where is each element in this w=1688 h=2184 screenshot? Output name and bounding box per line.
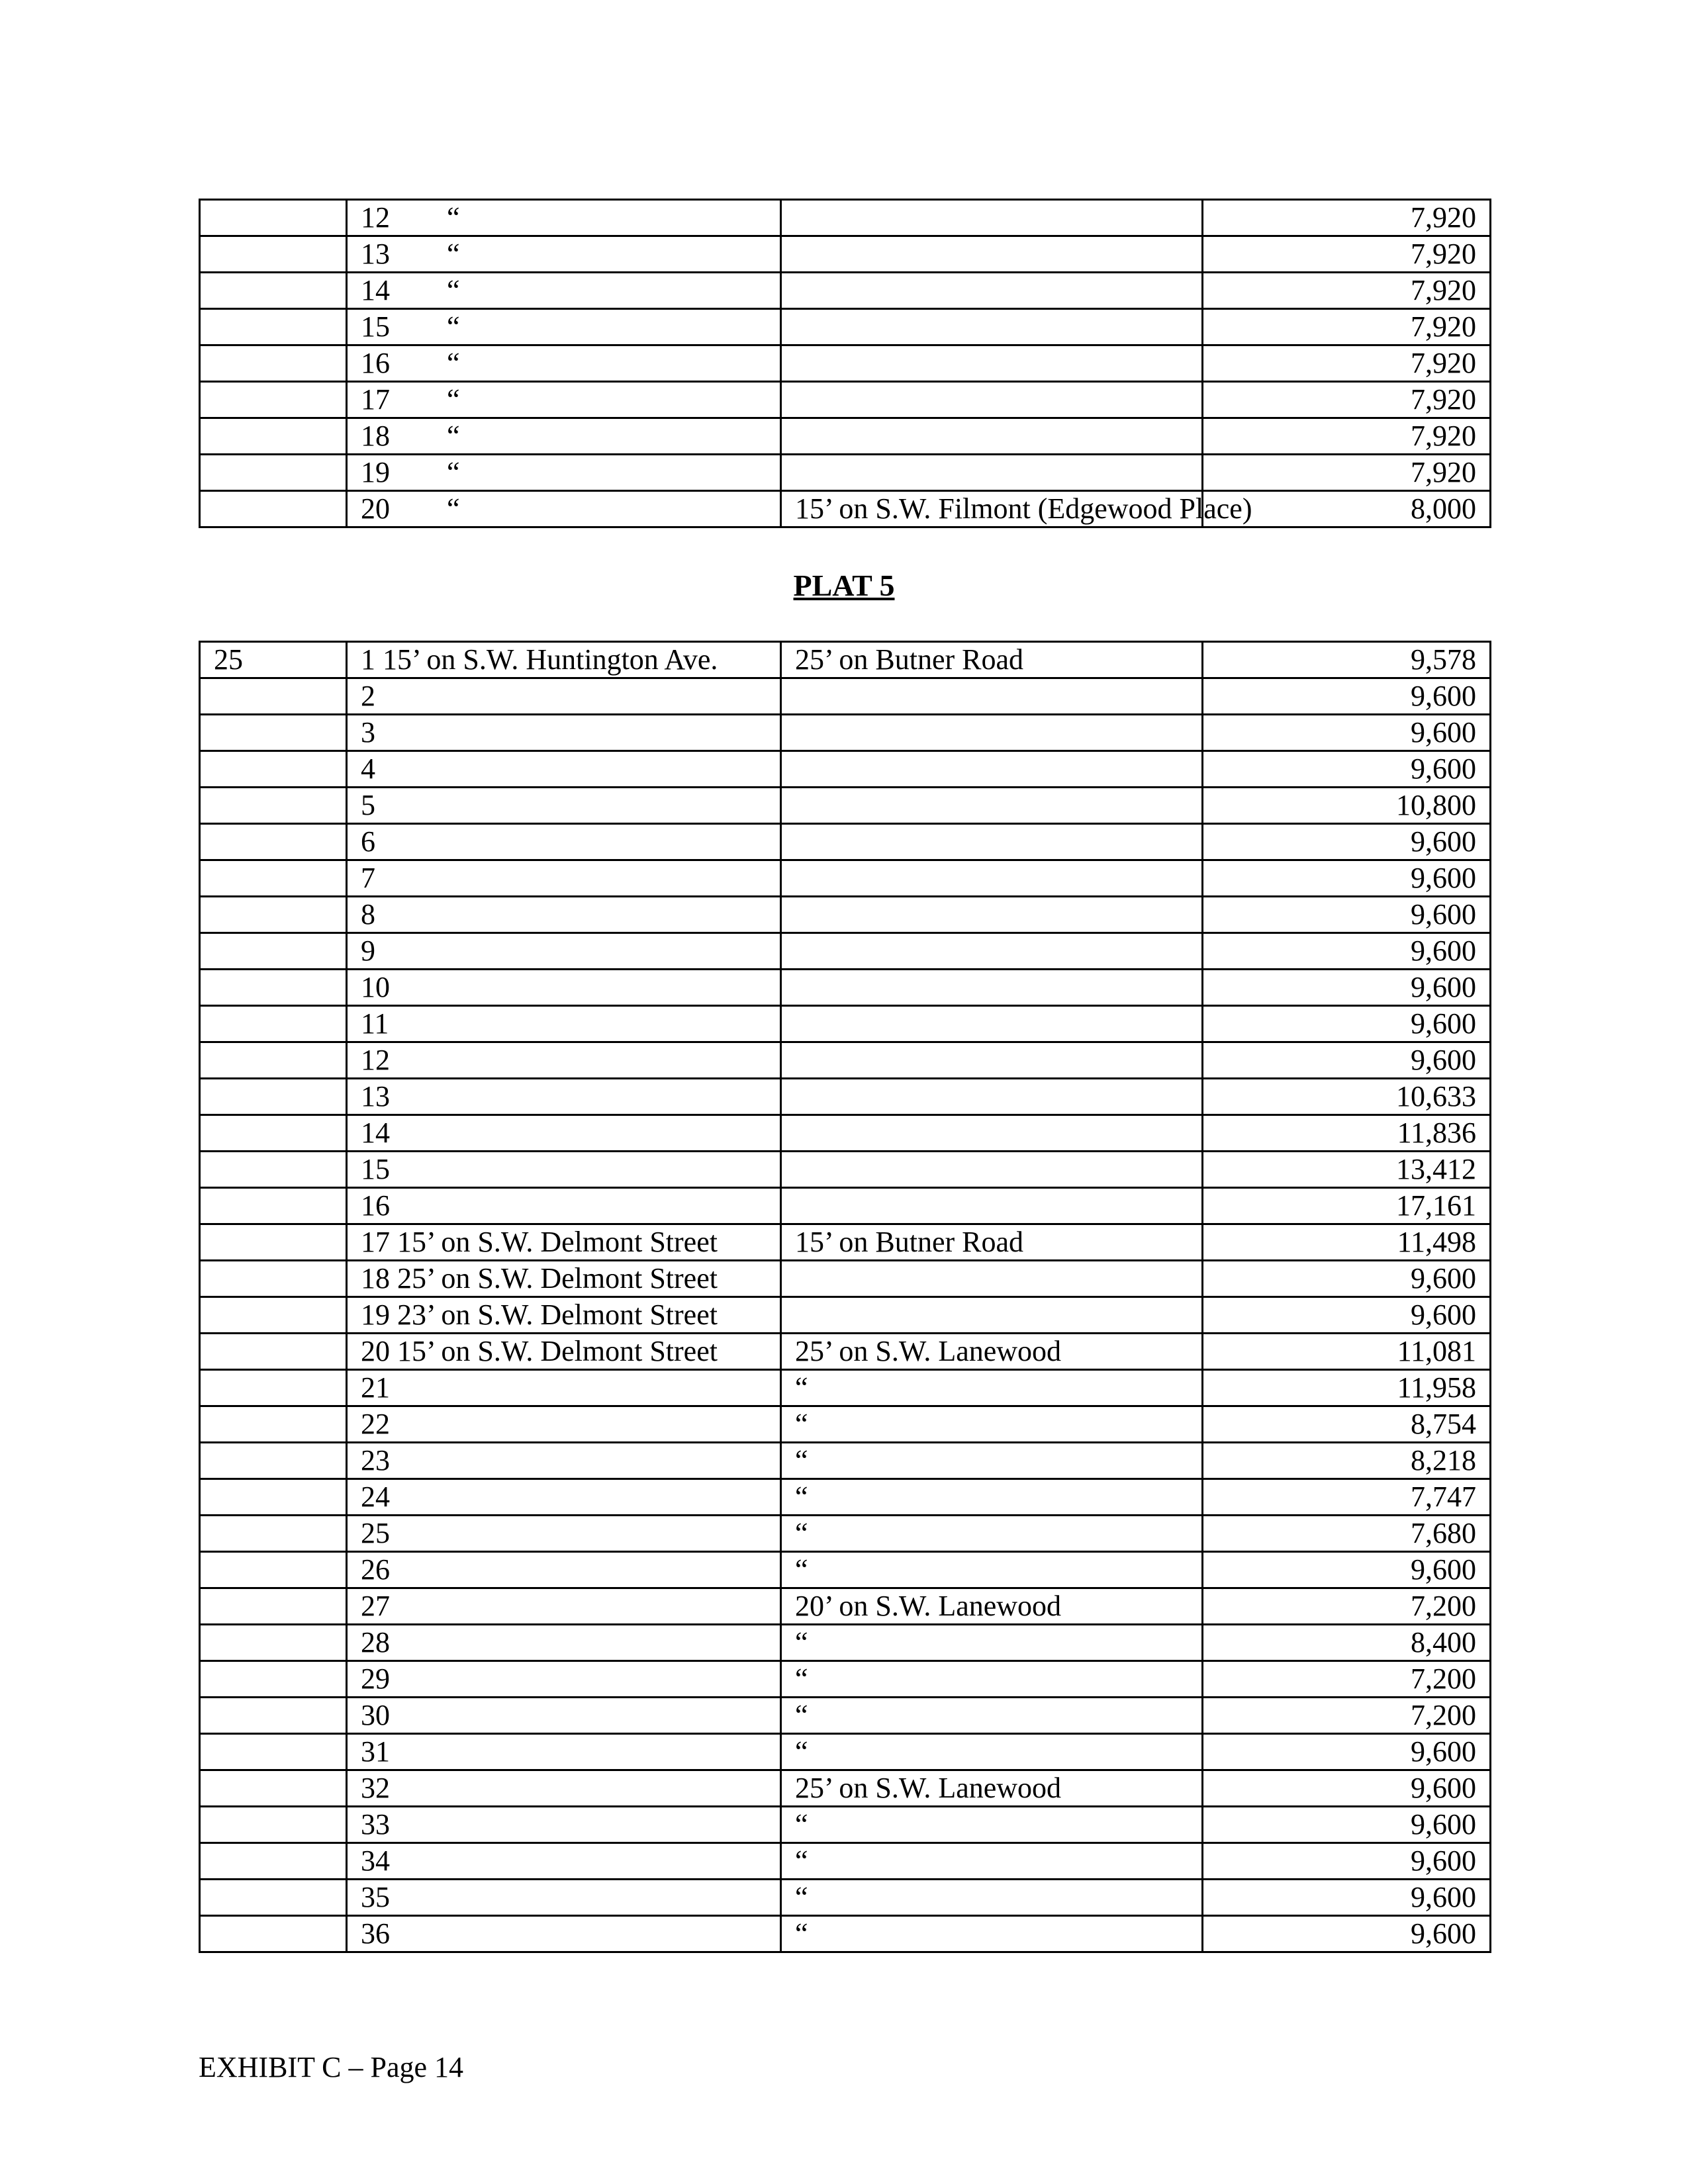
table-row xyxy=(200,273,1491,309)
ditto-mark: “ xyxy=(447,492,460,525)
area-cell: 11,498 xyxy=(1203,1224,1491,1261)
secondary-frontage-cell: “ xyxy=(781,1880,1203,1916)
frontage-cell: 15’ on S.W. Filmont (Edgewood Place) xyxy=(781,491,1203,527)
secondary-frontage-cell: “ xyxy=(781,1807,1203,1843)
table-row xyxy=(200,1006,1491,1042)
area-cell: 10,633 xyxy=(1203,1079,1491,1115)
area-cell: 7,920 xyxy=(1203,345,1491,382)
table-row xyxy=(200,970,1491,1006)
lot-frontage-cell: 1 15’ on S.W. Huntington Ave. xyxy=(347,642,781,678)
lot-frontage-cell: 29 xyxy=(347,1661,781,1698)
secondary-frontage-cell: “ xyxy=(781,1734,1203,1770)
secondary-frontage-cell: “ xyxy=(781,1625,1203,1661)
block-cell xyxy=(200,1370,347,1406)
table-row xyxy=(200,1297,1491,1334)
area-cell: 7,680 xyxy=(1203,1516,1491,1552)
block-cell xyxy=(200,1079,347,1115)
secondary-frontage-cell xyxy=(781,1188,1203,1224)
lot-cell xyxy=(347,309,781,345)
area-cell: 9,600 xyxy=(1203,1261,1491,1297)
block-cell xyxy=(200,1916,347,1952)
area-cell: 7,747 xyxy=(1203,1479,1491,1516)
secondary-frontage-cell xyxy=(781,715,1203,751)
frontage-cell xyxy=(781,382,1203,418)
lot-frontage-cell: 9 xyxy=(347,933,781,970)
secondary-frontage-cell xyxy=(781,1152,1203,1188)
lot-number: 20 xyxy=(361,492,390,525)
area-cell: 8,218 xyxy=(1203,1443,1491,1479)
table-row xyxy=(200,1770,1491,1807)
lot-frontage-cell: 3 xyxy=(347,715,781,751)
table-row xyxy=(200,860,1491,897)
block-cell xyxy=(200,1261,347,1297)
area-cell: 7,920 xyxy=(1203,200,1491,236)
lot-number: 16 xyxy=(361,347,390,379)
table-row xyxy=(200,1734,1491,1770)
block-cell xyxy=(200,751,347,788)
area-cell: 9,600 xyxy=(1203,1042,1491,1079)
lot-number: 17 xyxy=(361,383,390,416)
frontage-cell xyxy=(781,200,1203,236)
table-row xyxy=(200,1588,1491,1625)
lot-frontage-cell: 32 xyxy=(347,1770,781,1807)
table-row xyxy=(200,236,1491,273)
area-cell: 7,920 xyxy=(1203,382,1491,418)
frontage-cell xyxy=(781,455,1203,491)
secondary-frontage-cell xyxy=(781,933,1203,970)
table-row xyxy=(200,1479,1491,1516)
lot-frontage-cell: 33 xyxy=(347,1807,781,1843)
block-cell xyxy=(200,1807,347,1843)
table-row xyxy=(200,1115,1491,1152)
lot-frontage-cell: 36 xyxy=(347,1916,781,1952)
table-row xyxy=(200,1188,1491,1224)
table-row xyxy=(200,715,1491,751)
block-cell xyxy=(200,1843,347,1880)
block-cell xyxy=(200,933,347,970)
lot-table-continued-body xyxy=(200,200,1491,527)
area-cell: 10,800 xyxy=(1203,788,1491,824)
secondary-frontage-cell: 25’ on S.W. Lanewood xyxy=(781,1770,1203,1807)
block-cell xyxy=(200,1698,347,1734)
table-row xyxy=(200,1698,1491,1734)
table-row xyxy=(200,1916,1491,1952)
block-cell xyxy=(200,1770,347,1807)
block-cell xyxy=(200,1588,347,1625)
block-cell xyxy=(200,1224,347,1261)
table-row xyxy=(200,1625,1491,1661)
secondary-frontage-cell: “ xyxy=(781,1698,1203,1734)
block-cell xyxy=(200,200,347,236)
area-cell: 17,161 xyxy=(1203,1188,1491,1224)
block-cell xyxy=(200,1661,347,1698)
table-row xyxy=(200,678,1491,715)
lot-frontage-cell: 2 xyxy=(347,678,781,715)
secondary-frontage-cell: “ xyxy=(781,1516,1203,1552)
lot-number: 12 xyxy=(361,201,390,234)
block-cell xyxy=(200,1516,347,1552)
plat-5-lot-table-body xyxy=(200,642,1491,1952)
area-cell: 13,412 xyxy=(1203,1152,1491,1188)
area-cell: 9,600 xyxy=(1203,824,1491,860)
lot-cell xyxy=(347,455,781,491)
table-row xyxy=(200,642,1491,678)
lot-cell xyxy=(347,382,781,418)
secondary-frontage-cell xyxy=(781,1079,1203,1115)
lot-cell xyxy=(347,491,781,527)
block-cell xyxy=(200,1006,347,1042)
secondary-frontage-cell xyxy=(781,678,1203,715)
lot-frontage-cell: 7 xyxy=(347,860,781,897)
frontage-cell xyxy=(781,309,1203,345)
area-cell: 7,920 xyxy=(1203,309,1491,345)
lot-frontage-cell: 27 xyxy=(347,1588,781,1625)
area-cell: 9,600 xyxy=(1203,1552,1491,1588)
table-row xyxy=(200,418,1491,455)
area-cell: 7,200 xyxy=(1203,1661,1491,1698)
lot-frontage-cell: 31 xyxy=(347,1734,781,1770)
table-row xyxy=(200,491,1491,527)
lot-frontage-cell: 15 xyxy=(347,1152,781,1188)
lot-frontage-cell: 34 xyxy=(347,1843,781,1880)
lot-frontage-cell: 18 25’ on S.W. Delmont Street xyxy=(347,1261,781,1297)
block-cell xyxy=(200,715,347,751)
page-footer: EXHIBIT C – Page 14 xyxy=(199,2051,464,2083)
lot-frontage-cell: 24 xyxy=(347,1479,781,1516)
lot-frontage-cell: 8 xyxy=(347,897,781,933)
ditto-mark: “ xyxy=(447,310,460,343)
table-row xyxy=(200,1079,1491,1115)
secondary-frontage-cell xyxy=(781,1006,1203,1042)
secondary-frontage-cell xyxy=(781,1042,1203,1079)
area-cell: 9,600 xyxy=(1203,1734,1491,1770)
lot-cell xyxy=(347,418,781,455)
secondary-frontage-cell: 25’ on Butner Road xyxy=(781,642,1203,678)
secondary-frontage-cell xyxy=(781,897,1203,933)
block-cell: 25 xyxy=(200,642,347,678)
table-row xyxy=(200,200,1491,236)
table-row xyxy=(200,788,1491,824)
area-cell: 9,600 xyxy=(1203,1770,1491,1807)
table-row xyxy=(200,345,1491,382)
lot-frontage-cell: 14 xyxy=(347,1115,781,1152)
block-cell xyxy=(200,1443,347,1479)
lot-number: 18 xyxy=(361,420,390,452)
lot-frontage-cell: 22 xyxy=(347,1406,781,1443)
block-cell xyxy=(200,1625,347,1661)
secondary-frontage-cell xyxy=(781,1297,1203,1334)
secondary-frontage-cell: 15’ on Butner Road xyxy=(781,1224,1203,1261)
lot-frontage-cell: 6 xyxy=(347,824,781,860)
lot-frontage-cell: 23 xyxy=(347,1443,781,1479)
table-row xyxy=(200,309,1491,345)
area-cell: 11,081 xyxy=(1203,1334,1491,1370)
area-cell: 9,600 xyxy=(1203,970,1491,1006)
table-row xyxy=(200,1443,1491,1479)
area-cell: 7,200 xyxy=(1203,1588,1491,1625)
table-row xyxy=(200,1843,1491,1880)
block-cell xyxy=(200,1188,347,1224)
block-cell xyxy=(200,382,347,418)
block-cell xyxy=(200,678,347,715)
secondary-frontage-cell: 20’ on S.W. Lanewood xyxy=(781,1588,1203,1625)
lot-cell xyxy=(347,273,781,309)
table-row xyxy=(200,455,1491,491)
block-cell xyxy=(200,1297,347,1334)
frontage-cell xyxy=(781,418,1203,455)
plat-heading: PLAT 5 xyxy=(793,569,895,602)
lot-frontage-cell: 5 xyxy=(347,788,781,824)
area-cell: 9,600 xyxy=(1203,715,1491,751)
area-cell: 9,600 xyxy=(1203,933,1491,970)
lot-frontage-cell: 19 23’ on S.W. Delmont Street xyxy=(347,1297,781,1334)
secondary-frontage-cell xyxy=(781,1115,1203,1152)
table-row xyxy=(200,1516,1491,1552)
area-cell: 9,600 xyxy=(1203,860,1491,897)
block-cell xyxy=(200,345,347,382)
area-cell: 9,600 xyxy=(1203,678,1491,715)
secondary-frontage-cell: “ xyxy=(781,1443,1203,1479)
lot-frontage-cell: 28 xyxy=(347,1625,781,1661)
area-cell: 9,600 xyxy=(1203,1297,1491,1334)
table-row xyxy=(200,751,1491,788)
lot-frontage-cell: 20 15’ on S.W. Delmont Street xyxy=(347,1334,781,1370)
lot-frontage-cell: 16 xyxy=(347,1188,781,1224)
lot-frontage-cell: 26 xyxy=(347,1552,781,1588)
block-cell xyxy=(200,1880,347,1916)
table-row xyxy=(200,1334,1491,1370)
area-cell: 9,600 xyxy=(1203,897,1491,933)
secondary-frontage-cell: 25’ on S.W. Lanewood xyxy=(781,1334,1203,1370)
table-row xyxy=(200,933,1491,970)
lot-frontage-cell: 30 xyxy=(347,1698,781,1734)
area-cell: 9,600 xyxy=(1203,1916,1491,1952)
lot-cell xyxy=(347,345,781,382)
area-cell: 7,920 xyxy=(1203,273,1491,309)
secondary-frontage-cell: “ xyxy=(781,1406,1203,1443)
block-cell xyxy=(200,236,347,273)
lot-frontage-cell: 12 xyxy=(347,1042,781,1079)
lot-frontage-cell: 35 xyxy=(347,1880,781,1916)
table-row xyxy=(200,1261,1491,1297)
secondary-frontage-cell xyxy=(781,824,1203,860)
ditto-mark: “ xyxy=(447,456,460,488)
area-cell: 9,600 xyxy=(1203,1880,1491,1916)
frontage-cell xyxy=(781,345,1203,382)
table-row xyxy=(200,1042,1491,1079)
table-row xyxy=(200,1224,1491,1261)
ditto-mark: “ xyxy=(447,238,460,270)
area-cell: 9,600 xyxy=(1203,751,1491,788)
block-cell xyxy=(200,860,347,897)
block-cell xyxy=(200,1042,347,1079)
area-cell: 8,400 xyxy=(1203,1625,1491,1661)
area-cell: 9,600 xyxy=(1203,1006,1491,1042)
area-cell: 7,920 xyxy=(1203,455,1491,491)
area-cell: 9,600 xyxy=(1203,1807,1491,1843)
frontage-cell xyxy=(781,236,1203,273)
lot-number: 13 xyxy=(361,238,390,270)
lot-frontage-cell: 4 xyxy=(347,751,781,788)
ditto-mark: “ xyxy=(447,420,460,452)
frontage-cell xyxy=(781,273,1203,309)
block-cell xyxy=(200,1479,347,1516)
table-row xyxy=(200,1152,1491,1188)
area-cell: 7,920 xyxy=(1203,418,1491,455)
secondary-frontage-cell xyxy=(781,860,1203,897)
block-cell xyxy=(200,418,347,455)
area-cell: 7,920 xyxy=(1203,236,1491,273)
ditto-mark: “ xyxy=(447,274,460,306)
lot-cell xyxy=(347,200,781,236)
lot-frontage-cell: 10 xyxy=(347,970,781,1006)
lot-frontage-cell: 21 xyxy=(347,1370,781,1406)
block-cell xyxy=(200,824,347,860)
secondary-frontage-cell xyxy=(781,751,1203,788)
area-cell: 11,836 xyxy=(1203,1115,1491,1152)
area-cell: 9,600 xyxy=(1203,1843,1491,1880)
block-cell xyxy=(200,1152,347,1188)
table-row xyxy=(200,1880,1491,1916)
secondary-frontage-cell: “ xyxy=(781,1916,1203,1952)
ditto-mark: “ xyxy=(447,201,460,234)
lot-table-continued xyxy=(199,199,1491,528)
table-row xyxy=(200,1661,1491,1698)
block-cell xyxy=(200,273,347,309)
block-cell xyxy=(200,897,347,933)
lot-cell xyxy=(347,236,781,273)
ditto-mark: “ xyxy=(447,383,460,416)
block-cell xyxy=(200,491,347,527)
area-cell: 7,200 xyxy=(1203,1698,1491,1734)
area-cell: 9,578 xyxy=(1203,642,1491,678)
secondary-frontage-cell xyxy=(781,970,1203,1006)
table-row xyxy=(200,382,1491,418)
area-cell: 8,000 xyxy=(1203,491,1491,527)
ditto-mark: “ xyxy=(447,347,460,379)
lot-number: 14 xyxy=(361,274,390,306)
table-row xyxy=(200,897,1491,933)
secondary-frontage-cell: “ xyxy=(781,1479,1203,1516)
plat-5-lot-table xyxy=(199,641,1491,1953)
secondary-frontage-cell: “ xyxy=(781,1370,1203,1406)
area-cell: 8,754 xyxy=(1203,1406,1491,1443)
lot-number: 15 xyxy=(361,310,390,343)
block-cell xyxy=(200,1334,347,1370)
secondary-frontage-cell xyxy=(781,1261,1203,1297)
block-cell xyxy=(200,788,347,824)
lot-frontage-cell: 11 xyxy=(347,1006,781,1042)
block-cell xyxy=(200,309,347,345)
block-cell xyxy=(200,1552,347,1588)
secondary-frontage-cell xyxy=(781,788,1203,824)
secondary-frontage-cell: “ xyxy=(781,1552,1203,1588)
secondary-frontage-cell: “ xyxy=(781,1843,1203,1880)
lot-frontage-cell: 13 xyxy=(347,1079,781,1115)
lot-frontage-cell: 25 xyxy=(347,1516,781,1552)
table-row xyxy=(200,1370,1491,1406)
block-cell xyxy=(200,1406,347,1443)
table-row xyxy=(200,824,1491,860)
secondary-frontage-cell: “ xyxy=(781,1661,1203,1698)
lot-frontage-cell: 17 15’ on S.W. Delmont Street xyxy=(347,1224,781,1261)
table-row xyxy=(200,1552,1491,1588)
area-cell: 11,958 xyxy=(1203,1370,1491,1406)
block-cell xyxy=(200,970,347,1006)
block-cell xyxy=(200,1734,347,1770)
lot-number: 19 xyxy=(361,456,390,488)
table-row xyxy=(200,1807,1491,1843)
table-row xyxy=(200,1406,1491,1443)
block-cell xyxy=(200,455,347,491)
block-cell xyxy=(200,1115,347,1152)
